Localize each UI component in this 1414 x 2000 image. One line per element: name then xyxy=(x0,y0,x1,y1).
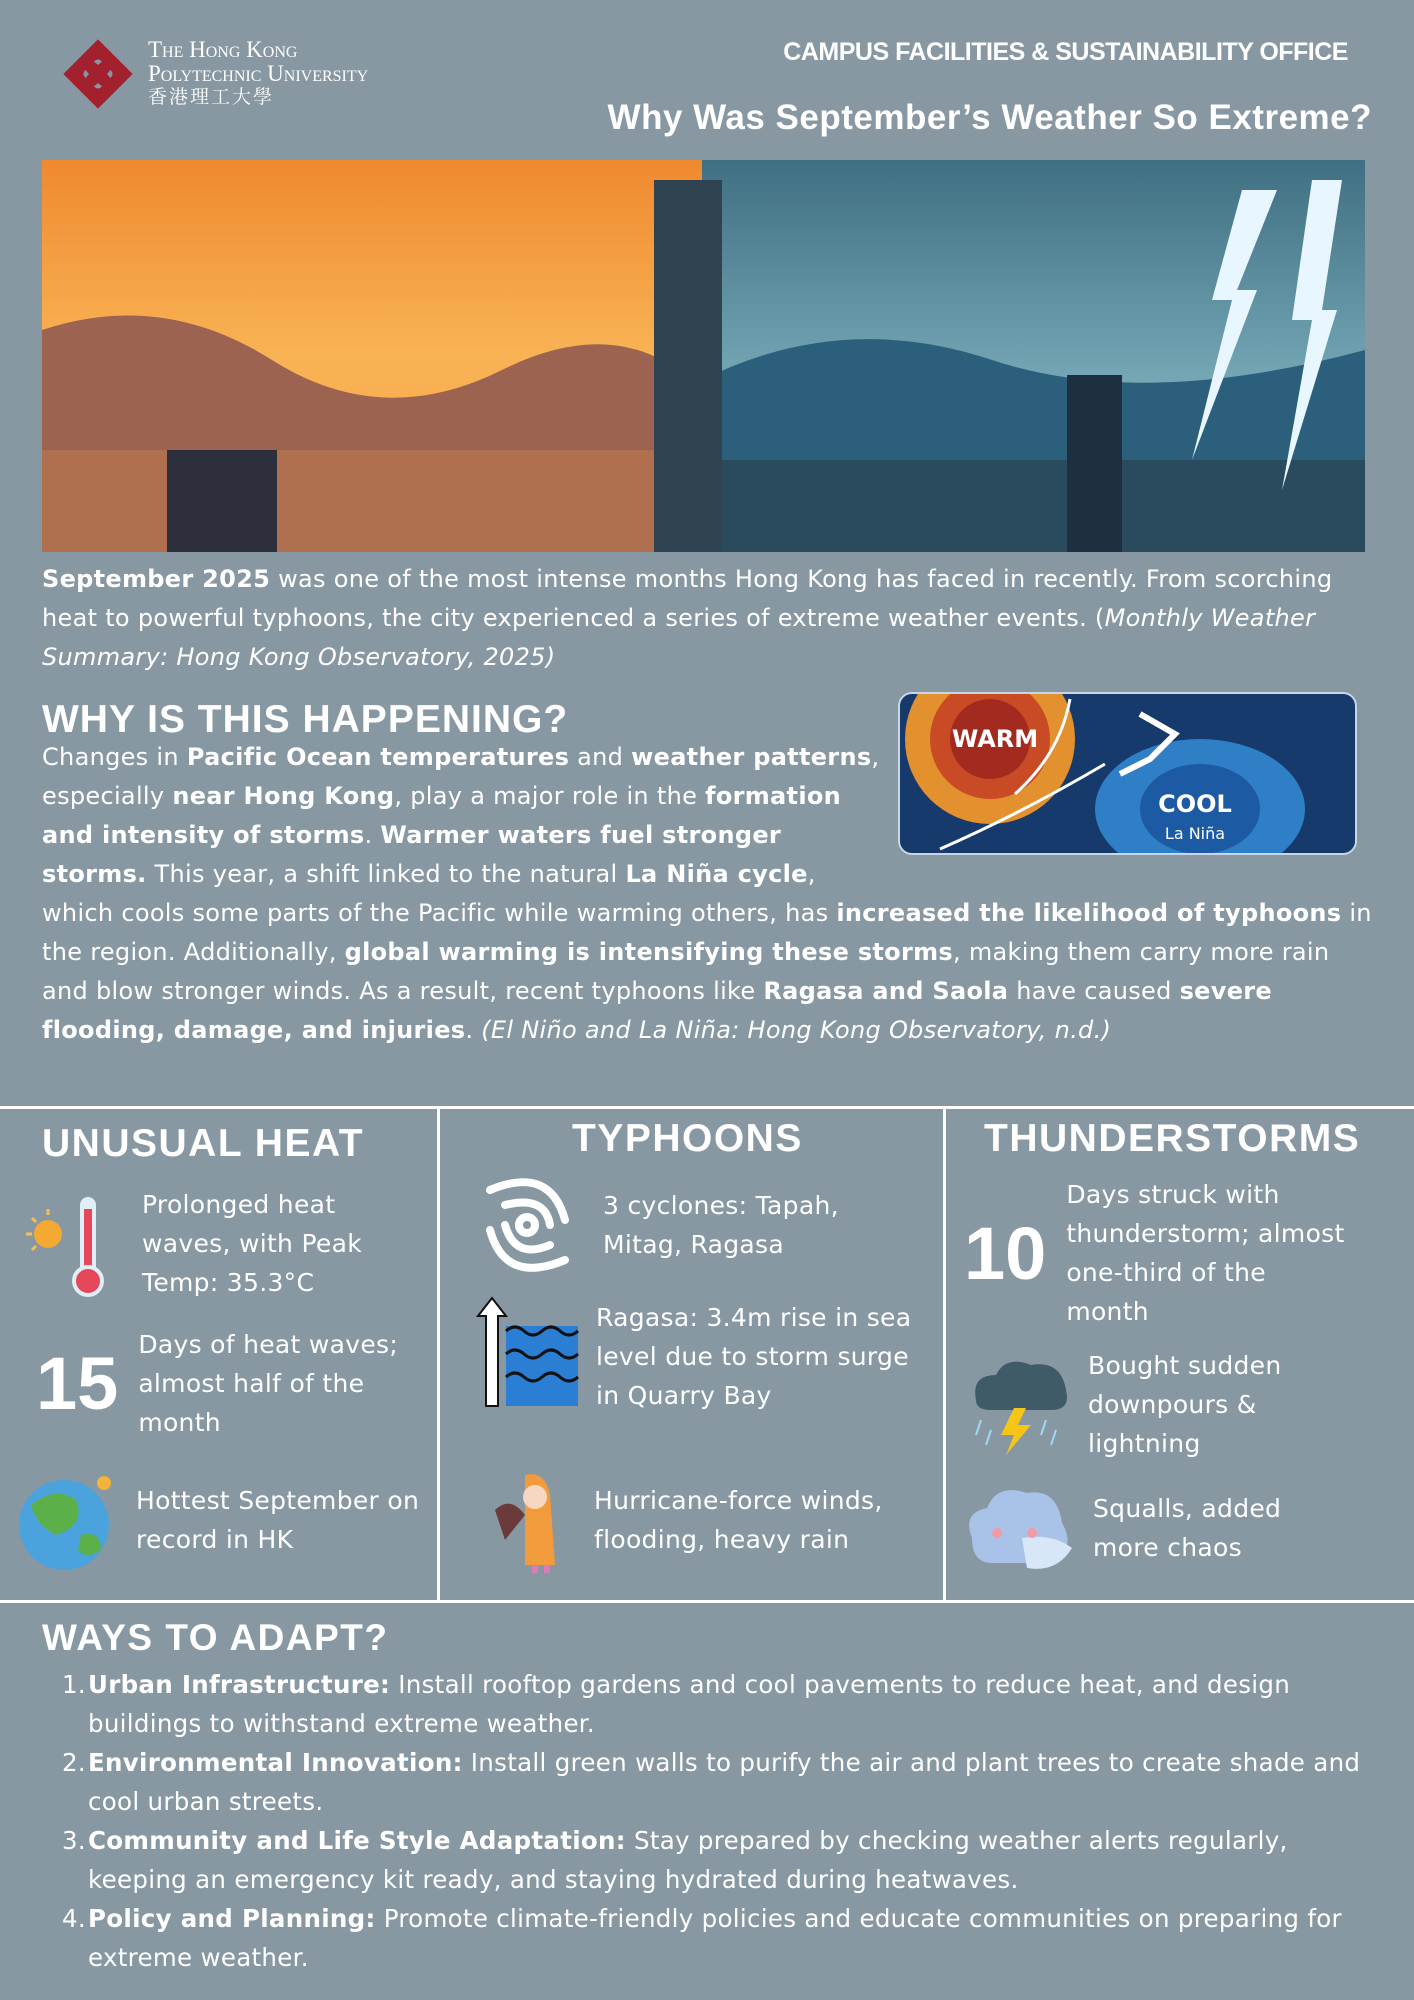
divider-top xyxy=(0,1106,1414,1109)
typhoon-surge-text: Ragasa: 3.4m rise in sea level due to storm surge in Quarry Bay xyxy=(596,1302,912,1410)
item-text: Install green walls to purify the air and plant trees to create shade and cool urban streets. xyxy=(88,1748,1361,1816)
text-segment: This year, a shift linked to the natural xyxy=(146,860,626,888)
intro-paragraph xyxy=(42,560,1382,677)
ways-list-item xyxy=(58,1665,1388,1743)
text-segment: , play a major role in the xyxy=(394,782,706,810)
typhoon-item-surge xyxy=(474,1296,944,1416)
blowing-cloud-icon xyxy=(962,1478,1077,1578)
heat-days-number: 15 xyxy=(36,1342,119,1425)
bold-text: global warming is intensifying these storms xyxy=(344,938,953,966)
child-in-raincoat-icon xyxy=(490,1465,570,1575)
bold-text: severe flooding, damage, and injuries xyxy=(42,977,1272,1044)
item-text: Install rooftop gardens and cool pavements to reduce heat, and design buildings to withstand extreme weather. xyxy=(88,1670,1291,1738)
typhoon-winds-text: Hurricane-force winds, flooding, heavy rain xyxy=(594,1486,883,1554)
sea-level-rise-icon xyxy=(474,1296,584,1416)
typhoon-item-winds xyxy=(490,1465,940,1575)
thunder-item-downpours xyxy=(966,1346,1406,1463)
heat-item-hottest xyxy=(16,1465,431,1575)
item-number: 4. xyxy=(62,1904,86,1933)
typhoon-cyclones-text: 3 cyclones: Tapah, Mitag, Ragasa xyxy=(603,1191,839,1259)
page-title: Why Was September’s Weather So Extreme? xyxy=(607,98,1372,137)
thunder-days-text: Days struck with thunderstorm; almost one-third of the month xyxy=(1066,1180,1345,1326)
map-warm-label: WARM xyxy=(951,725,1039,753)
item-text: Stay prepared by checking weather alerts regularly, keeping an emergency kit ready, and staying hydrated during heatwaves. xyxy=(88,1826,1288,1894)
storm-cloud-lightning-icon xyxy=(966,1350,1076,1460)
banner-image xyxy=(42,160,1365,552)
bold-text: weather patterns xyxy=(631,743,872,771)
text-segment: in the region. Additionally, xyxy=(42,899,1372,966)
logo-text-chinese: 香港理工大學 xyxy=(148,87,275,108)
polyu-knot-icon xyxy=(58,34,138,114)
bold-text: formation and intensity of storms xyxy=(42,782,842,849)
ways-list xyxy=(58,1665,1388,1977)
item-number: 2. xyxy=(62,1748,86,1777)
text-segment: , making them carry more rain and blow stronger winds. As a result, recent typhoons like xyxy=(42,938,1330,1005)
text-segment: . xyxy=(465,1016,482,1044)
why-paragraph xyxy=(42,738,1382,1050)
item-text: Promote climate-friendly policies and educate communities on preparing for extreme weather. xyxy=(88,1904,1342,1972)
heat-days-text: Days of heat waves; almost half of the month xyxy=(138,1330,399,1437)
heat-hottest-text: Hottest September on record in HK xyxy=(136,1486,420,1554)
text-segment: , which cools some parts of the Pacific while warming others, has xyxy=(42,860,837,927)
thunder-item-squalls xyxy=(962,1478,1402,1578)
map-la-nina-label: La Niña xyxy=(1164,824,1226,843)
text-segment: , especially xyxy=(42,743,880,810)
bold-text: near Hong Kong xyxy=(172,782,395,810)
item-number: 1. xyxy=(62,1670,86,1699)
ways-heading: WAYS TO ADAPT? xyxy=(42,1617,389,1658)
logo-text-line-2: Polytechnic University xyxy=(148,61,369,86)
logo-text-line-1: The Hong Kong xyxy=(148,37,298,62)
thunderstorms-heading: THUNDERSTORMS xyxy=(984,1117,1361,1160)
divider-bottom xyxy=(0,1600,1414,1603)
why-heading: WHY IS THIS HAPPENING? xyxy=(42,698,569,741)
thunder-squalls-text: Squalls, added more chaos xyxy=(1093,1494,1282,1562)
thunder-downpours-text: Bought sudden downpours & lightning xyxy=(1088,1351,1282,1458)
text-segment: . xyxy=(364,821,381,849)
heat-item-peak-temp xyxy=(18,1185,433,1302)
text-segment: was one of the most intense months Hong Kong has faced in recently. From scorching heat to powerful typhoons, the city experienced a series of extreme weather events. ( xyxy=(42,565,1333,632)
cyclone-swirl-icon xyxy=(470,1170,585,1280)
citation-text: (El Niño and La Niña: Hong Kong Observatory, n.d.) xyxy=(481,1016,1112,1044)
bold-text: Ragasa and Saola xyxy=(763,977,1009,1005)
citation-text: Monthly Weather Summary: Hong Kong Observatory, 2025) xyxy=(42,604,1316,671)
bold-text: La Niña cycle xyxy=(625,860,808,888)
heat-item-days xyxy=(36,1325,436,1442)
thunder-days-number: 10 xyxy=(964,1211,1047,1295)
map-cool-label: COOL xyxy=(1158,790,1232,818)
column-divider-1 xyxy=(437,1108,440,1602)
bold-text: September 2025 xyxy=(42,565,271,593)
bold-text: Pacific Ocean temperatures xyxy=(186,743,570,771)
heat-heading: UNUSUAL HEAT xyxy=(42,1122,365,1165)
bold-text: increased the likelihood of typhoons xyxy=(836,899,1342,927)
text-segment: and xyxy=(569,743,632,771)
melting-earth-icon xyxy=(16,1465,116,1575)
typhoons-heading: TYPHOONS xyxy=(572,1117,803,1160)
item-title: Policy and Planning: xyxy=(88,1904,376,1933)
map-spacer xyxy=(892,738,1382,856)
office-name: CAMPUS FACILITIES & SUSTAINABILITY OFFICE xyxy=(783,38,1348,66)
text-segment: have caused xyxy=(1008,977,1180,1005)
item-number: 3. xyxy=(62,1826,86,1855)
heat-item-text: Prolonged heat waves, with Peak Temp: 35.3°C xyxy=(142,1190,363,1297)
item-title: Community and Life Style Adaptation: xyxy=(88,1826,626,1855)
bold-text: Warmer waters fuel stronger storms. xyxy=(42,821,782,888)
typhoon-item-cyclones xyxy=(470,1170,940,1280)
ways-list-item xyxy=(58,1743,1388,1821)
university-logo xyxy=(58,34,368,114)
text-segment: Changes in xyxy=(42,743,187,771)
ways-list-item xyxy=(58,1899,1388,1977)
item-title: Urban Infrastructure: xyxy=(88,1670,391,1699)
ways-list-item xyxy=(58,1821,1388,1899)
item-title: Environmental Innovation: xyxy=(88,1748,463,1777)
thunder-item-days xyxy=(964,1175,1414,1331)
thermometer-sun-icon xyxy=(18,1189,118,1299)
